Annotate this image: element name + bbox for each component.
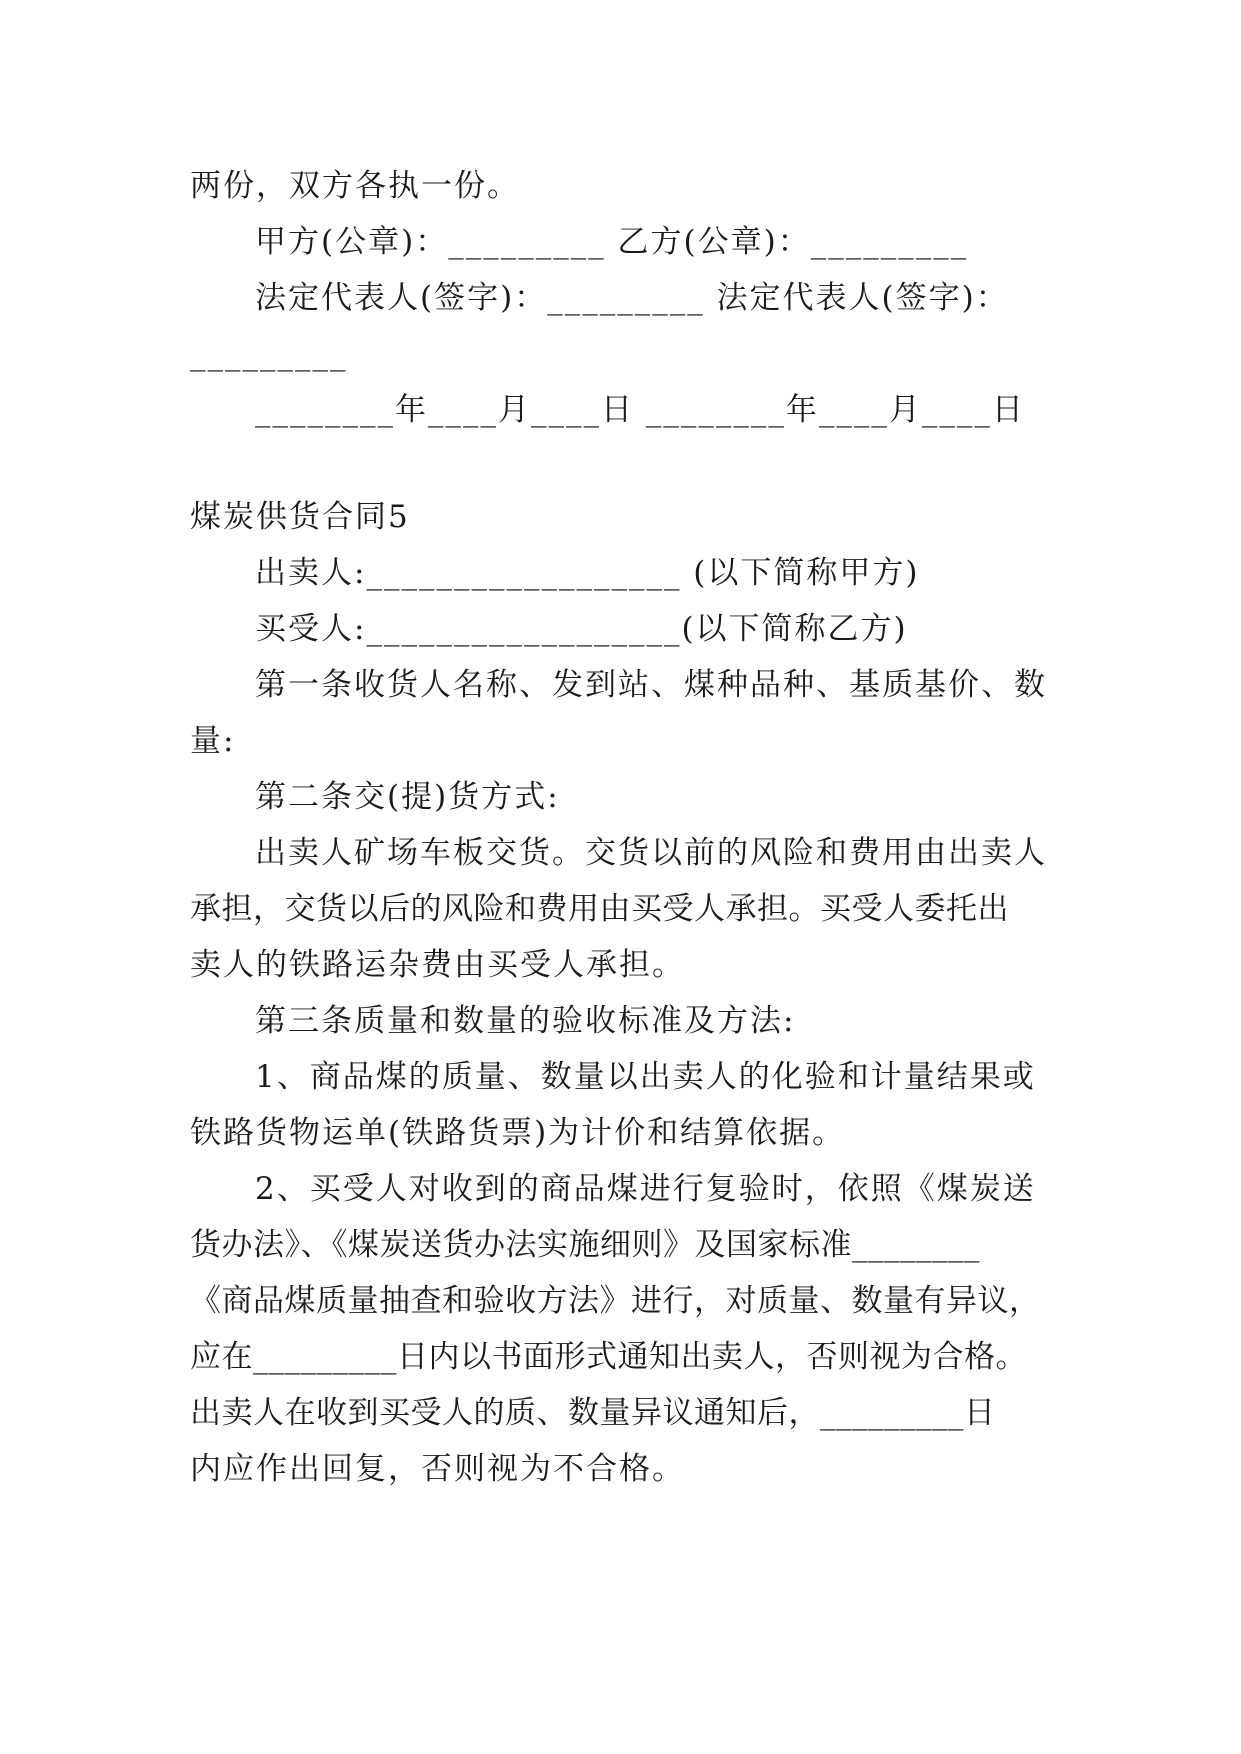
buyer-line: 买受人:__________________(以下简称乙方) bbox=[255, 611, 908, 647]
article-2-line-3: 卖人的铁路运杂费由买受人承担。 bbox=[190, 947, 685, 983]
text-line-1: 两份，双方各执一份。 bbox=[190, 168, 520, 204]
signature-seal-line: 甲方(公章)：_________ 乙方(公章)：_________ bbox=[255, 224, 969, 260]
article-3-item-2-line-5: 出卖人在收到买受人的质、数量异议通知后，_________日 bbox=[190, 1395, 996, 1431]
article-1-line-2: 量: bbox=[190, 723, 236, 759]
article-1-line-1: 第一条收货人名称、发到站、煤种品种、基质基价、数 bbox=[255, 667, 1047, 703]
article-3-item-2-line-1: 2、买受人对收到的商品煤进行复验时，依照《煤炭送 bbox=[255, 1171, 1036, 1207]
article-3-item-1-line-2: 铁路货物运单(铁路货票)为计价和结算依据。 bbox=[190, 1115, 846, 1151]
signature-representative-line: 法定代表人(签字)：_________ 法定代表人(签字)： bbox=[255, 280, 1009, 316]
seller-line: 出卖人:__________________ (以下简称甲方) bbox=[255, 555, 920, 591]
contract-title: 煤炭供货合同5 bbox=[190, 499, 410, 535]
signature-blank-line: _________ bbox=[190, 336, 348, 372]
article-3-item-1-line-1: 1、商品煤的质量、数量以出卖人的化验和计量结果或 bbox=[255, 1059, 1036, 1095]
article-3-item-2-line-2: 货办法》、《煤炭送货办法实施细则》及国家标准________ bbox=[190, 1227, 980, 1263]
article-3-item-2-line-4: 应在_________日内以书面形式通知出卖人，否则视为合格。 bbox=[190, 1339, 1027, 1375]
article-3-item-2-line-6: 内应作出回复，否则视为不合格。 bbox=[190, 1451, 685, 1487]
article-3-item-2-line-3: 《商品煤质量抽查和验收方法》进行，对质量、数量有异议， bbox=[190, 1283, 1041, 1319]
date-line: ________年____月____日 ________年____月____日 bbox=[255, 392, 1025, 428]
article-2-line-2: 承担，交货以后的风险和费用由买受人承担。买受人委托出 bbox=[190, 891, 1009, 927]
article-2-line-1: 出卖人矿场车板交货。交货以前的风险和费用由出卖人 bbox=[255, 835, 1047, 871]
article-2-heading: 第二条交(提)货方式: bbox=[255, 779, 560, 815]
article-3-heading: 第三条质量和数量的验收标准及方法: bbox=[255, 1003, 796, 1039]
